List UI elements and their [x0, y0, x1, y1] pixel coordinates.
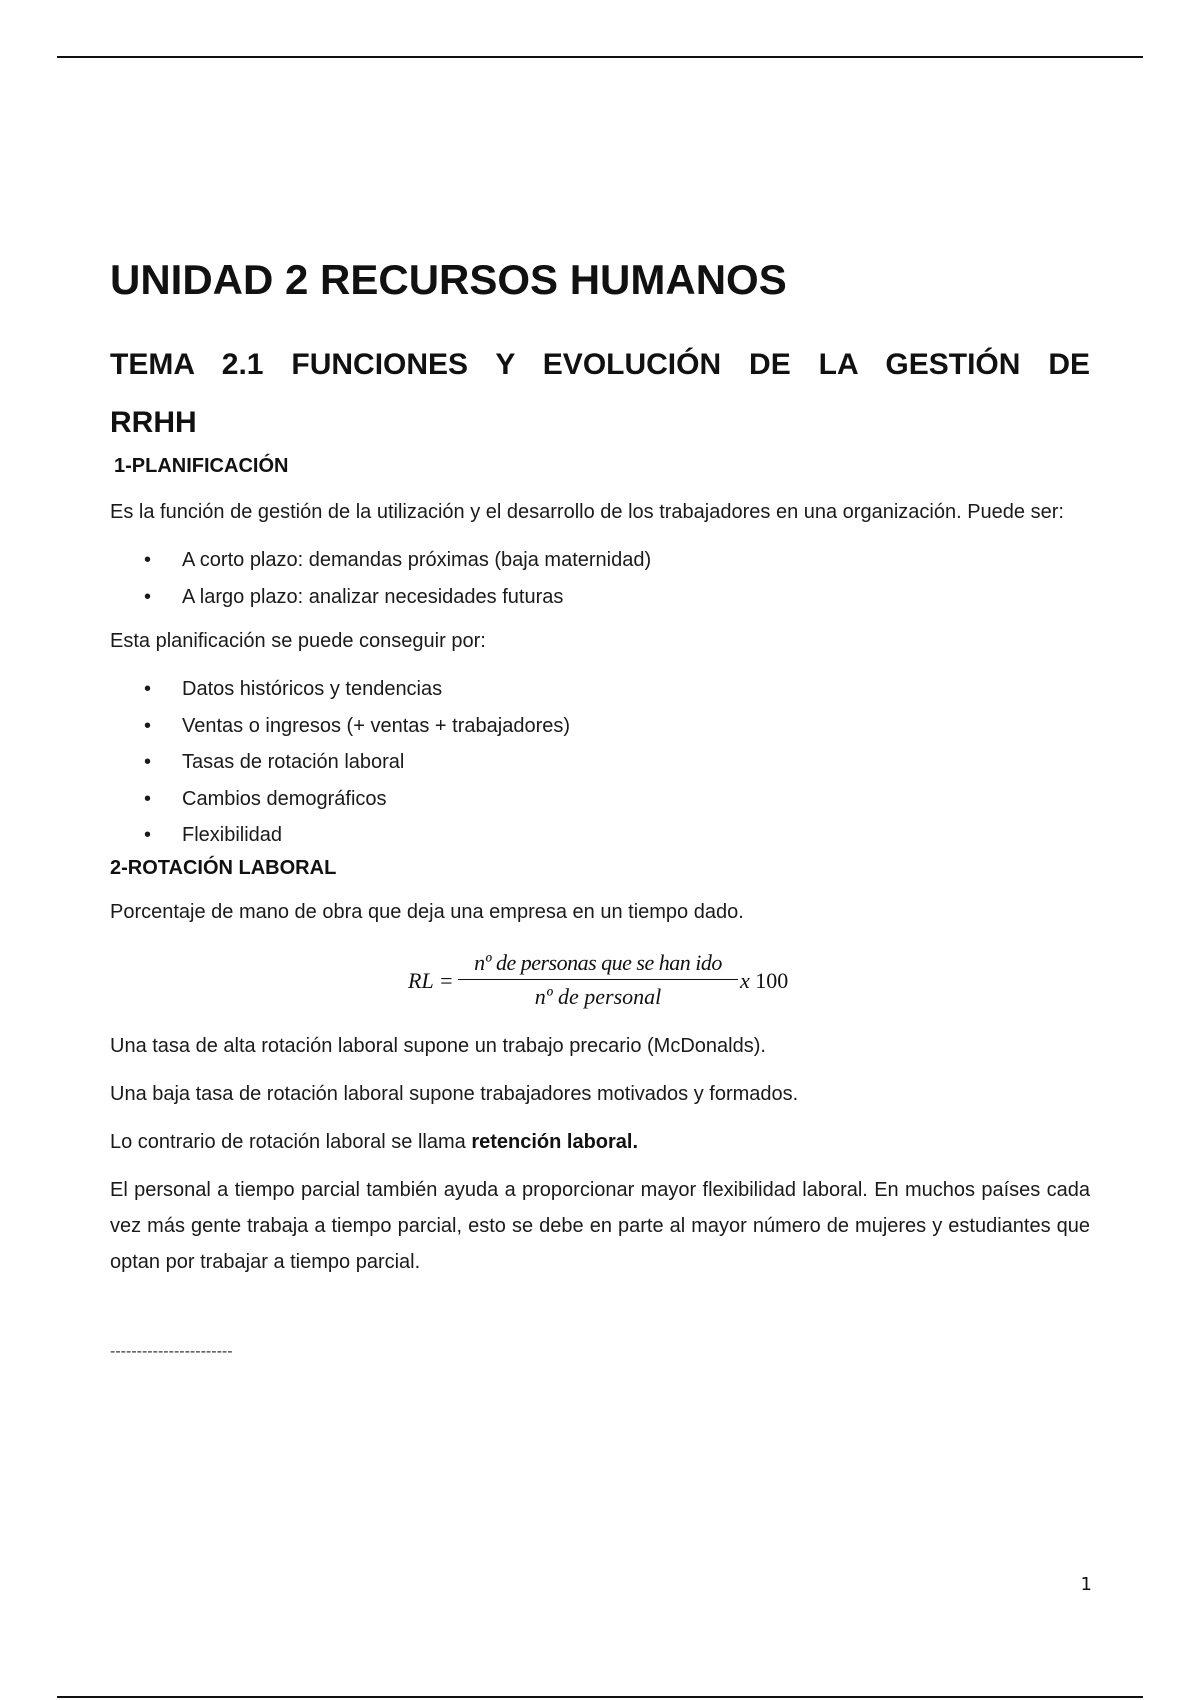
- retention-term: retención laboral.: [471, 1130, 639, 1153]
- fraction-bar: [458, 979, 738, 980]
- low-rotation-paragraph: Una baja tasa de rotación laboral supone trabajadores motivados y formados.: [110, 1082, 799, 1105]
- planificacion-methods-list: [110, 671, 1090, 854]
- section-heading-planificacion: 1-PLANIFICACIÓN: [114, 455, 289, 477]
- list-item: • Flexibilidad: [110, 817, 1090, 854]
- list-item: • A corto plazo: demandas próximas (baja maternidad): [110, 542, 1090, 579]
- page-number: 1: [1080, 1574, 1092, 1595]
- rotacion-definition: Porcentaje de mano de obra que deja una empresa en un tiempo dado.: [110, 900, 744, 923]
- bullet-icon: •: [144, 678, 152, 700]
- list-item: • Cambios demográficos: [110, 781, 1090, 818]
- bullet-icon: •: [144, 751, 152, 773]
- list-item: • Tasas de rotación laboral: [110, 744, 1090, 781]
- bullet-icon: •: [144, 549, 152, 571]
- list-item: • Datos históricos y tendencias: [110, 671, 1090, 708]
- planificacion-term-list: [110, 542, 1090, 615]
- bullet-icon: •: [144, 714, 152, 737]
- document-body: [110, 250, 1090, 1362]
- footnote-separator: -----------------------: [110, 1342, 233, 1360]
- planificacion-methods-intro: Esta planificación se puede conseguir por:: [110, 630, 486, 652]
- list-item: • Ventas o ingresos (+ ventas + trabajadores): [110, 708, 1090, 745]
- topic-heading: TEMA 2.1 FUNCIONES Y EVOLUCIÓN DE LA GESTIÓN DE RRHH: [110, 348, 1090, 439]
- bullet-icon: •: [144, 585, 152, 608]
- formula-denominator: nº de personal: [534, 983, 662, 1009]
- header-rule: [57, 56, 1143, 58]
- planificacion-intro: Es la función de gestión de la utilización y el desarrollo de los trabajadores en una organización. Puede ser:: [110, 501, 1064, 523]
- bullet-icon: •: [144, 824, 152, 846]
- list-item: • A largo plazo: analizar necesidades futuras: [110, 579, 1090, 616]
- section-heading-rotacion-laboral: 2-ROTACIÓN LABORAL: [110, 856, 337, 879]
- footer-rule: [57, 1696, 1143, 1698]
- document-title: UNIDAD 2 RECURSOS HUMANOS: [110, 256, 787, 303]
- high-rotation-paragraph: Una tasa de alta rotación laboral supone un trabajo precario (McDonalds).: [110, 1034, 766, 1057]
- formula-numerator: nº de personas que se han ido: [474, 949, 722, 975]
- formula-lhs: RL =: [408, 967, 454, 993]
- bullet-icon: •: [144, 787, 152, 810]
- part-time-paragraph: El personal a tiempo parcial también ayuda a proporcionar mayor flexibilidad laboral. En muchos países cada vez más gente trabaja a tiempo parcial, esto se debe en parte al mayor número de mujeres y estudiantes que optan por trabajar a tiempo parcial.: [110, 1178, 1090, 1273]
- formula-multiplier: x: [740, 967, 750, 993]
- formula-factor: 100: [755, 967, 789, 993]
- retention-paragraph: Lo contrario de rotación laboral se llama retención laboral.: [110, 1130, 639, 1153]
- rotation-rate-formula: [110, 948, 1090, 1016]
- formula-rhs: [740, 968, 788, 994]
- formula-fraction: [458, 948, 738, 1012]
